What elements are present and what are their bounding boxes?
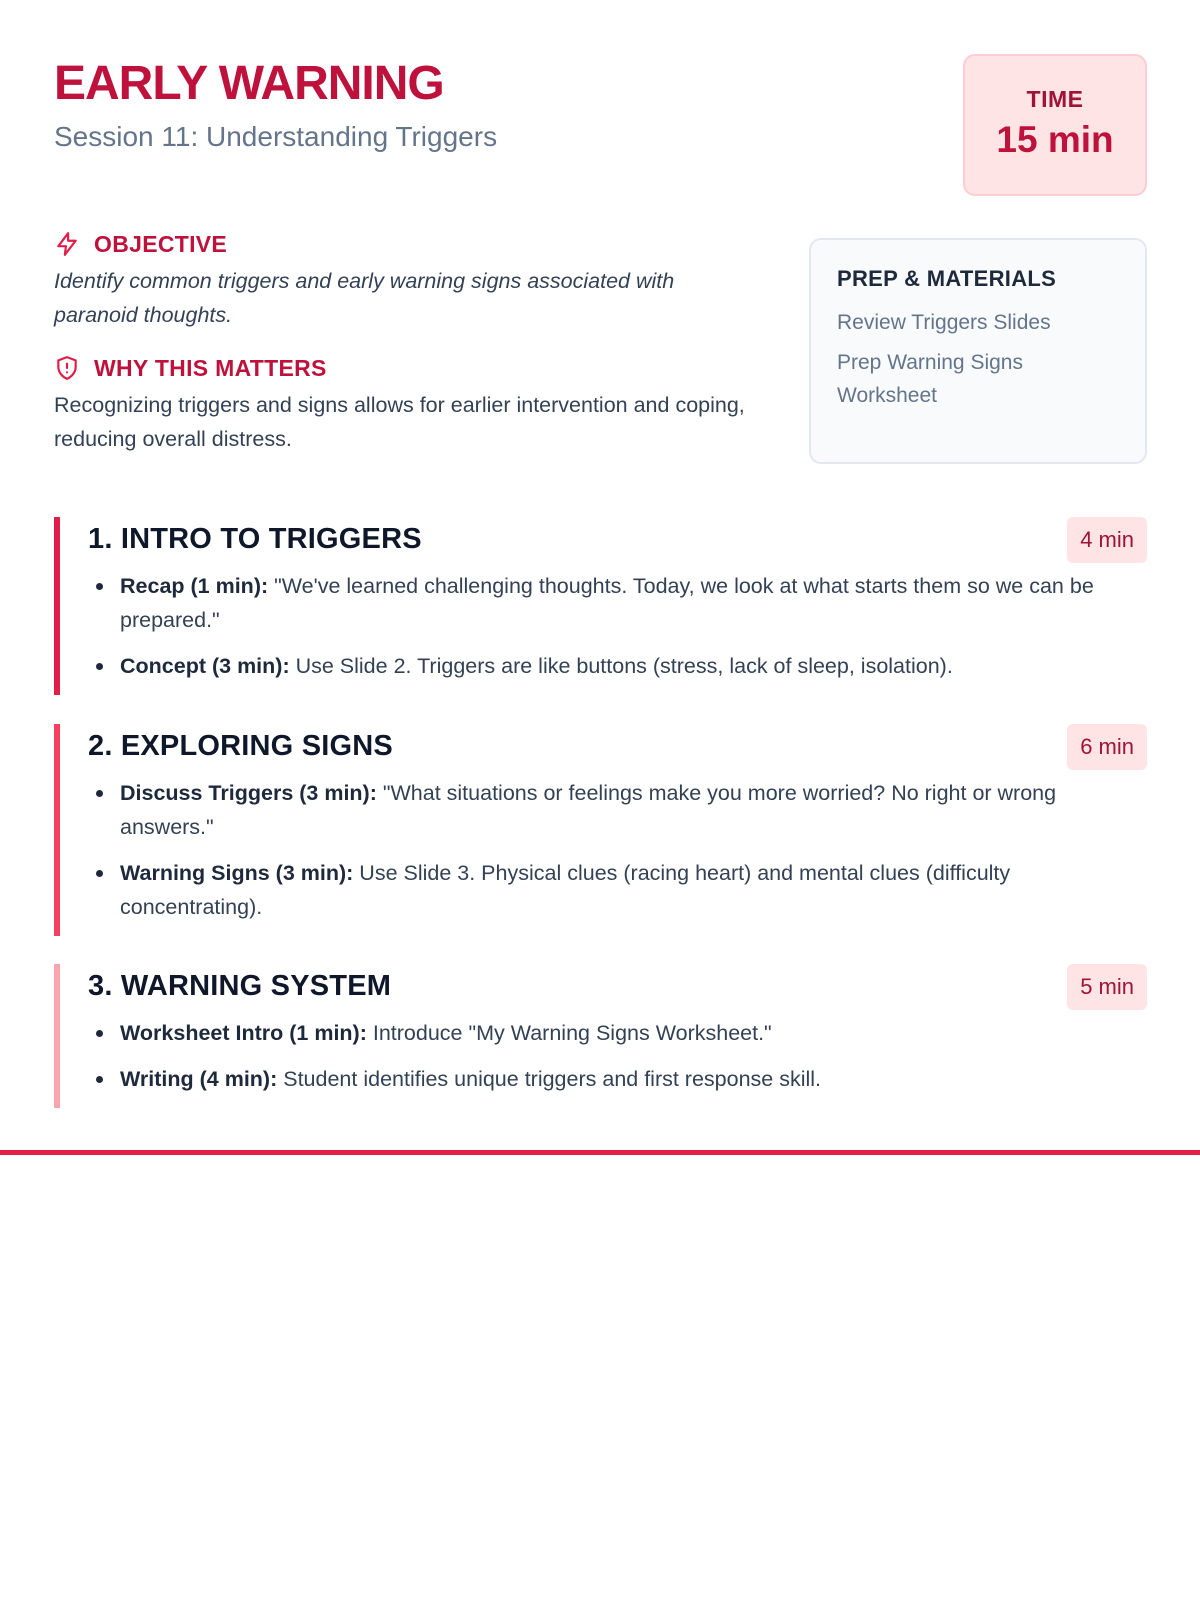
item-label: Writing (4 min): (120, 1067, 278, 1091)
item-label: Worksheet Intro (1 min): (120, 1021, 367, 1045)
shield-alert-icon (54, 355, 80, 381)
lesson-plan-page (54, 0, 1147, 1091)
duration-badge: 5 min (1067, 964, 1147, 1010)
item-text: Use Slide 2. Triggers are like buttons (stress, lack of sleep, isolation). (289, 654, 953, 678)
item-label: Recap (1 min): (120, 574, 269, 598)
prep-item: Prep Warning Signs Worksheet (837, 351, 1023, 407)
header (54, 0, 1147, 230)
item-text: Use Slide 3. Physical clues (racing heart) and mental clues (difficulty concentrating). (120, 861, 1011, 919)
why-heading: WHY THIS MATTERS (94, 354, 327, 381)
time-label: TIME (1026, 86, 1084, 112)
why-block (54, 354, 754, 456)
section-accent-bar (54, 724, 60, 936)
list-item (88, 649, 1147, 683)
list-item (88, 569, 1147, 637)
section-accent-bar (54, 964, 60, 1108)
time-value: 15 min (996, 119, 1114, 160)
lightning-icon (54, 231, 80, 257)
section-intro-to-triggers (54, 517, 1147, 695)
total-time-card (963, 54, 1147, 196)
section-title: 1. INTRO TO TRIGGERS (88, 523, 422, 555)
section-accent-bar (54, 517, 60, 695)
session-subtitle: Session 11: Understanding Triggers (54, 121, 498, 152)
why-text: Recognizing triggers and signs allows for earlier intervention and coping, reducing overall distress. (54, 393, 745, 451)
item-text: "We've learned challenging thoughts. Today, we look at what starts them so we can be prepared." (120, 574, 1094, 632)
objective-block (54, 230, 754, 332)
list-item (88, 1016, 1147, 1050)
item-label: Concept (3 min): (120, 654, 290, 678)
objective-text: Identify common triggers and early warning signs associated with paranoid thoughts. (54, 269, 675, 327)
item-text: "What situations or feelings make you more worried? No right or wrong answers." (120, 781, 1057, 839)
list-item (88, 776, 1147, 844)
item-label: Warning Signs (3 min): (120, 861, 354, 885)
footer-divider (0, 1150, 1200, 1155)
item-text: Student identifies unique triggers and first response skill. (277, 1067, 822, 1091)
prep-title: PREP & MATERIALS (837, 266, 1057, 291)
step-list (88, 1016, 1147, 1096)
duration-badge: 6 min (1067, 724, 1147, 770)
duration-badge: 4 min (1067, 517, 1147, 563)
prep-materials-card (809, 238, 1147, 464)
step-list (88, 776, 1147, 924)
objective-heading: OBJECTIVE (94, 230, 228, 257)
item-label: Discuss Triggers (3 min): (120, 781, 377, 805)
section-exploring-signs (54, 724, 1147, 936)
item-text: Introduce "My Warning Signs Worksheet." (366, 1021, 772, 1045)
page-title: EARLY WARNING (54, 57, 444, 110)
list-item (88, 1062, 1147, 1096)
section-title: 3. WARNING SYSTEM (88, 970, 392, 1002)
section-title: 2. EXPLORING SIGNS (88, 730, 393, 762)
section-warning-system (54, 964, 1147, 1108)
step-list (88, 569, 1147, 683)
overview (54, 230, 1147, 510)
list-item (88, 856, 1147, 924)
prep-item: Review Triggers Slides (837, 311, 1051, 334)
